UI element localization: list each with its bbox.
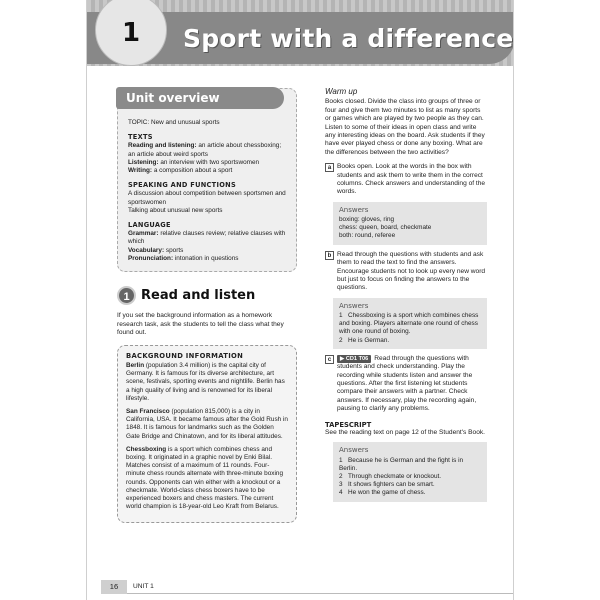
read-listen-intro: If you set the background information as a homework research task, ask the students to tell the class what they found out. <box>117 312 284 337</box>
answer-item: boxing: gloves, ring <box>339 216 395 224</box>
step-a <box>325 163 487 197</box>
page-footer <box>87 580 514 596</box>
answer-item: 1 Because he is German and the fight is in Berlin. <box>339 456 464 472</box>
texts-heading: TEXTS <box>128 133 153 142</box>
speaking-item: A discussion about competition between sportsmen and sportswomen <box>128 190 286 206</box>
answers-box-b <box>333 298 487 349</box>
background-heading: BACKGROUND INFORMATION <box>126 351 244 360</box>
tapescript-heading: TAPESCRIPT <box>325 420 372 429</box>
read-listen-heading <box>117 286 297 306</box>
section-number-badge: 1 <box>117 286 136 305</box>
step-b-text: Read through the questions with students and ask them to read the text to find the answers. Encourage students not to look up every new word but just to focus on finding the answers to the questions. <box>337 250 486 292</box>
texts-item: Reading and listening: an article about chessboxing; an article about weird sports <box>128 142 282 158</box>
answer-item: both: round, referee <box>339 232 396 240</box>
warm-up-text: Books closed. Divide the class into groups of three or four and give them two minutes to list as many sports or games which are played by two people as they can. Listen to some of their ideas in open class and write any interesting ideas on the board. Ask students if they have ever played chess or done any boxing. What are the differences between the two activities? <box>325 98 485 156</box>
texts-item: Listening: an interview with two sportswomen <box>128 158 260 166</box>
left-column <box>117 88 297 523</box>
tapescript-text: See the reading text on page 12 of the Student's Book. <box>325 428 485 436</box>
cd-track-icon: ▶ CD1 T06 <box>337 355 371 363</box>
background-paragraph: San Francisco (population 815,000) is a city in California, USA. It became famous after the Gold Rush in 1848. It is famous for landmarks such as the Golden Gate Bridge and Chinatown, and for its liberal attitudes. <box>126 408 288 440</box>
answer-item: 1 Chessboxing is a sport which combines chess and boxing. Players alternate one round of chess with one round of boxing. <box>339 311 479 336</box>
background-paragraph: Berlin (population 3.4 million) is the capital city of Germany. It is famous for its diverse architecture, art scene, festivals, sporting events and nightlife. Berlin has a high quality of living and is renowned for its liberal lifestyle. <box>126 362 285 402</box>
workbook-page <box>86 0 514 600</box>
unit-title: Sport with a difference <box>183 24 514 53</box>
topic-value: New and unusual sports <box>150 119 220 126</box>
step-c-letter: c <box>325 355 334 364</box>
answer-item: 3 It shows fighters can be smart. <box>339 481 435 489</box>
warm-up-heading: Warm up <box>325 87 358 96</box>
step-b-letter: b <box>325 251 334 260</box>
answer-item: chess: queen, board, checkmate <box>339 224 432 232</box>
answers-title: Answers <box>339 205 369 214</box>
right-column <box>325 88 487 502</box>
step-a-text: Books open. Look at the words in the box with students and ask them to write them in the correct columns. Check answers and understanding of the words. <box>337 163 486 196</box>
answers-title: Answers <box>339 446 369 455</box>
step-c <box>325 355 487 414</box>
answer-item: 2 He is German. <box>339 336 390 344</box>
answers-title: Answers <box>339 301 369 310</box>
language-item: Vocabulary: sports <box>128 246 184 254</box>
answer-item: 4 He won the game of chess. <box>339 489 426 497</box>
texts-item: Writing: a composition about a sport <box>128 167 233 175</box>
topic-line <box>128 119 286 127</box>
answers-box-a <box>333 202 487 245</box>
background-paragraph: Chessboxing is a sport which combines chess and boxing. It originated in a graphic novel by Enki Bilal. Matches consist of a maximum of 11 rounds. Four-minute chess rounds alternate with three-minute boxing rounds. Opponents can win either with a knockout or a checkmate. World-class chess boxers have to be experienced boxers and chess masters. The current world champion is 18-year-old Leo Kraft from Belarus. <box>126 445 284 511</box>
footer-divider <box>127 593 514 594</box>
unit-banner <box>87 0 514 66</box>
page-number: 16 <box>101 580 127 594</box>
answer-item: 2 Through checkmate or knockout. <box>339 473 442 480</box>
unit-overview-box <box>117 88 297 272</box>
speaking-heading: SPEAKING AND FUNCTIONS <box>128 181 237 190</box>
step-a-letter: a <box>325 163 334 172</box>
language-item: Pronunciation: intonation in questions <box>128 254 239 262</box>
unit-overview-heading: Unit overview <box>116 87 284 109</box>
section-title: Read and listen <box>141 288 256 304</box>
topic-label: TOPIC: <box>128 119 150 126</box>
unit-number: 1 <box>121 18 141 48</box>
language-heading: LANGUAGE <box>128 221 171 230</box>
answers-box-c <box>333 442 487 501</box>
language-item: Grammar: relative clauses review; relative clauses with which <box>128 230 286 246</box>
background-information-box <box>117 345 297 524</box>
step-c-text: Read through the questions with students and check understanding. Play the recording while students listen and answer the questions. After the first listening let students compare their answers with a partner. Check answers. If necessary, play the recording again, pausing to clarify any problems. <box>337 354 477 413</box>
footer-unit-label: UNIT 1 <box>133 583 154 590</box>
step-b <box>325 251 487 293</box>
speaking-item: Talking about unusual new sports <box>128 206 223 214</box>
